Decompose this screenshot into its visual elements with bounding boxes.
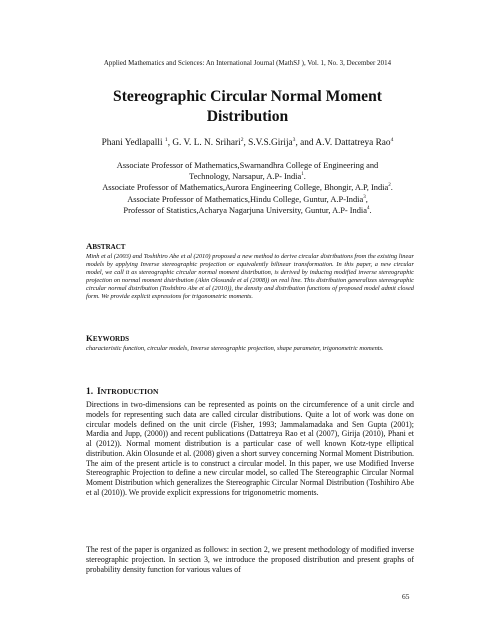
affiliation-text: Associate Professor of Mathematics,Aurora Engineering College, Bhongir, A.P, India xyxy=(102,183,389,193)
heading-rest: NTRODUCTION xyxy=(100,387,159,396)
affiliation-mark: 2 xyxy=(388,183,391,189)
introduction-heading xyxy=(86,381,159,399)
heading-initial: K xyxy=(86,333,93,343)
heading-rest: BSTRACT xyxy=(92,243,126,251)
affiliation-mark: 4 xyxy=(366,206,370,212)
abstract-text: Minh et al (2003) and Toshihiro Abe et al (2010) proposed a new method to derive circular distributions from the existing linear models by applying Inverse stereographic projection or equivalently bilinear transformation. In this paper, a new circular model, we call it as stereographic circular normal moment distribution, is derived by inducing modified inverse stereographic projection on normal moment distribution (Akin Olosunde et al (2008)) on real line. This distribution generalizes stereographic circular normal distribution (Toshihiro Abe et al (2010)), the density and distribution functions of proposed model admit closed form. We provide explicit expressions for trigonometric moments. xyxy=(86,253,414,301)
affiliation-line: Associate Professor of Mathematics,Aurora Engineering College, Bhongir, A.P, India$^2$. xyxy=(102,183,393,193)
affiliation-text: Associate Professor of Mathematics,Hindu College, Guntur, A.P-India xyxy=(127,194,364,204)
affiliation-line: Technology, Narsapur, A.P- India$^1$. xyxy=(189,172,306,182)
author-name: G. V. L. N. Srihari xyxy=(172,138,241,148)
title-line-1: Stereographic Circular Normal Moment xyxy=(113,88,382,105)
affiliation-mark: 1 xyxy=(301,172,304,178)
section-number: 1. xyxy=(86,387,94,397)
affiliation-line: Associate Professor of Mathematics,Hindu College, Guntur, A.P-India$^3$, xyxy=(127,194,368,204)
heading-rest: EYWORDS xyxy=(92,335,130,343)
author-name: S.V.S.Girija xyxy=(248,138,293,148)
author-separator: , xyxy=(243,138,249,148)
author-mark: 4 xyxy=(390,136,394,143)
affiliation-line: Professor of Statistics,Acharya Nagarjuna University, Guntur, A.P- India$^4$. xyxy=(123,205,372,215)
page-number: 65 xyxy=(402,592,410,601)
affiliation-text: Technology, Narsapur, A.P- India xyxy=(189,172,302,182)
affiliation-line xyxy=(60,160,435,171)
author-separator: , xyxy=(167,138,173,148)
author-mark: 1 xyxy=(164,136,168,143)
keywords-heading xyxy=(86,328,129,346)
introduction-paragraph-1: Directions in two-dimensions can be represented as points on the circumference of a unit circle and models for representing such data are called circular distributions. Quite a lot of work was done on circular models defined on the unit circle (Fisher, 1993; Jammalamadaka and Sen Gupta (2001); Mardia and Jupp, (2000)) and recent publications (Dattatreya Rao et al (2007), Girija (2010), Phani et al (2012)). Normal moment distribution is a particular case of well known Kotz-type elliptical distribution. Akin Olosunde et al. (2008) given a short survey concerning Normal Moment Distribution. The aim of the present article is to construct a circular model. In this paper, we use Modified Inverse Stereographic Projection to define a new circular model, so called The Stereographic Circular Normal Moment Distribution which generalizes the Stereographic Circular Normal Distribution (Toshihiro Abe et al (2010)). We provide explicit expressions for trigonometric moments. xyxy=(86,400,414,497)
running-head: Applied Mathematics and Sciences: An International Journal (MathSJ ), Vol. 1, No. 3, December 2014 xyxy=(103,60,392,67)
affiliation-block xyxy=(60,160,435,216)
affiliation-text: Professor of Statistics,Acharya Nagarjuna University, Guntur, A.P- India xyxy=(123,205,367,215)
affiliation-mark: 3 xyxy=(363,194,366,200)
abstract-heading xyxy=(86,236,125,254)
keywords-text: characteristic function, circular models, Inverse stereographic projection, shape parameter, trigonometric moments. xyxy=(86,345,384,352)
affiliation-text: Associate Professor of Mathematics,Swarnandhra College of Engineering and xyxy=(116,161,379,170)
author-mark: 3 xyxy=(292,136,296,143)
author-name: Phani Yedlapalli xyxy=(101,138,163,148)
author-list xyxy=(40,138,455,149)
title-line-2: Distribution xyxy=(206,107,289,125)
author-separator: , and xyxy=(295,138,316,148)
introduction-paragraph-2: The rest of the paper is organized as follows: in section 2, we present methodology of modified inverse stereographic projection. In section 3, we introduce the proposed distribution and present graphs of probability density function for various values of xyxy=(86,545,414,574)
author-name: A.V. Dattatreya Rao xyxy=(315,138,391,148)
paper-title xyxy=(60,87,435,126)
heading-initial: I xyxy=(97,387,101,397)
author-mark: 2 xyxy=(240,136,244,143)
heading-initial: A xyxy=(86,241,93,251)
